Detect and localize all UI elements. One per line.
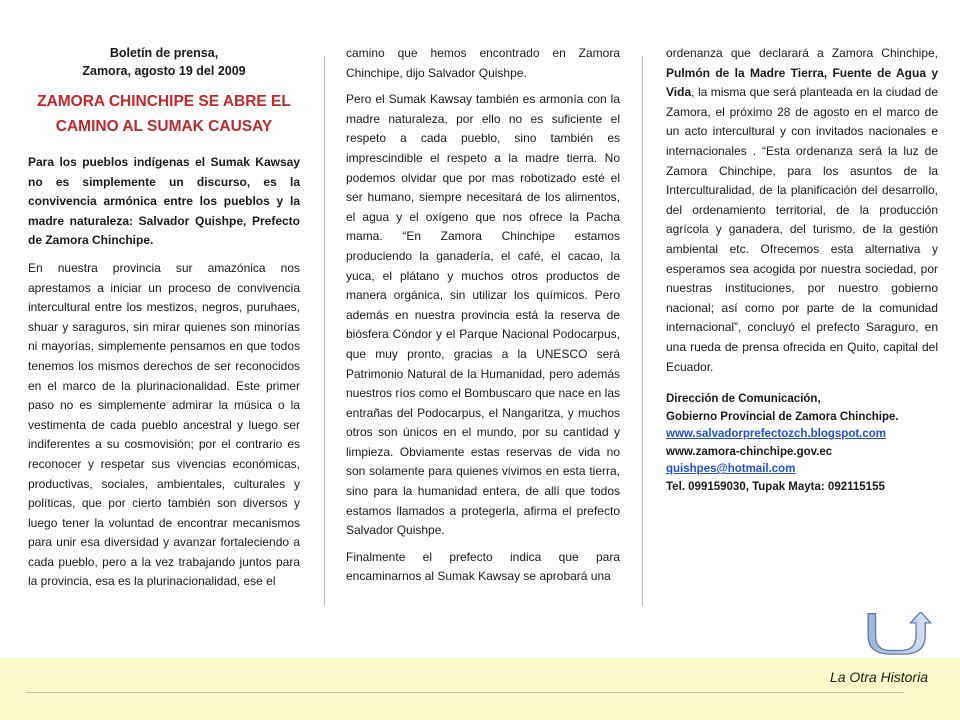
footer-bar [0,658,960,720]
column-3 [666,44,938,496]
footer-divider [26,692,904,693]
body-paragraph-1: En nuestra provincia sur amazónica nos aprestamos a iniciar un proceso de convivencia intercultural entre los mestizos, negros, puruhaes, shuar y saraguros, sin mirar quienes son minorías ni mayorías, simplemente pensamos en que todos tenemos los mismos derechos de ser reconocidos en el marco de la plurinacionalidad. Este primer paso no es simplemente admirar la música o la vestimenta de cada pueblo ancestral y luego ser indiferentes a su cosmovisión; por el contrario es reconocer y respetar sus vivencias económicas, productivas, sociales, ambientales, culturales y políticas, que por cierto también son diversos y luego tener la voluntad de encontrar mecanismos para unir esa diversidad y avanzar fortaleciendo a cada pueblo, pero a la vez trabajando juntos para la provincia, esa es la plurinacionalidad, ese el [28,260,300,589]
contact-phones: Tel. 099159030, Tupak Mayta: 092115155 [666,480,885,493]
column-divider-2 [642,56,643,606]
body-paragraph-5 [666,44,938,377]
contact-government: Gobierno Provincial de Zamora Chinchipe. [666,410,899,423]
blog-link[interactable]: www.salvadorprefectozch.blogspot.com [666,428,887,441]
email-link[interactable]: quishpes@hotmail.com [666,463,796,476]
footer-brand: La Otra Historia [829,669,928,685]
body-paragraph-3: Pero el Sumak Kawsay también es armonía con la madre naturaleza, por ello no es suficiente el respeto a cada pueblo, sino también es imprescindible el respeto a la madre tierra. No podemos olvidar que por mas robotizado esté el ser humano, siempre necesitará de los alimentos, el agua y el oxígeno que nos ofrece la Pacha mama. “En Zamora Chinchipe estamos produciendo la ganadería, el café, el cacao, la yuca, el plátano y muchos otros productos de manera orgánica, sin utilizar los químicos. Pero además en nuestra provincia está la reserva de biósfera Cóndor y el Parque Nacional Podocarpus, que muy pronto, gracias a la UNESCO será Patrimonio Natural de la Humanidad, pero además nuestros ríos como el Bombuscaro que nace en las entrañas del Podocarpus, el Nangaritza, y muchos otros son únicos en el mundo, por su cantidad y limpieza. Obviamente estas reservas de vida no son solamente para quienes vivimos en esta tierra, sino para la humanidad entera, de allí que todos estamos llamados a protegerla, afirma el prefecto Salvador Quishpe. [346,92,620,538]
article-title: ZAMORA CHINCHIPE SE ABRE EL CAMINO AL SUMAK CAUSAY [37,93,291,135]
header-line-1: Boletín de prensa, [109,46,219,60]
body-paragraph-2: camino que hemos encontrado en Zamora Chinchipe, dijo Salvador Quishpe. [346,46,620,80]
column-2 [346,44,620,594]
body-paragraph-4: Finalmente el prefecto indica que para encaminarnos al Sumak Kawsay se aprobará una [346,549,620,584]
column-1 [28,44,300,599]
paragraph-part-b: , la misma que será planteada en la ciudad de Zamora, el próximo 28 de agosto en el marco de un acto intercultural y con invitados nacionales e internacionales . “Esta ordenanza será la luz de Zamora Chinchipe, para los asuntos de la Interculturalidad, de la planificación del desarrollo, del ordenamiento territorial, de la producción agrícola y ganadera, del turismo, de la gestión ambiental etc. Ofrecemos esta alternativa y esperamos sea acogida por nuestra sociedad, por nuestras instituciones, por nuestro gobierno nacional; así como por parte de la comunidad internacional”, concluyó el prefecto Saraguro, en una rueda de prensa ofrecida en Quito, capital del Ecuador. [666,85,938,374]
lead-paragraph: Para los pueblos indígenas el Sumak Kawsay no es simplemente un discurso, es la convivencia armónica entre los pueblos y la madre naturaleza: Salvador Quishpe, Prefecto de Zamora Chinchipe. [28,155,300,248]
website-text: www.zamora-chinchipe.gov.ec [666,445,833,458]
paragraph-part-a: ordenanza que declarará a Zamora Chinchipe, [666,46,938,60]
ordinance-name: Pulmón de la Madre Tierra, Fuente de Agua y Vida [666,65,938,100]
contact-block [666,391,938,496]
column-divider-1 [324,56,325,606]
return-arrow-icon[interactable] [866,612,936,660]
header-line-2: Zamora, agosto 19 del 2009 [82,64,246,78]
contact-department: Dirección de Comunicación, [666,393,821,406]
